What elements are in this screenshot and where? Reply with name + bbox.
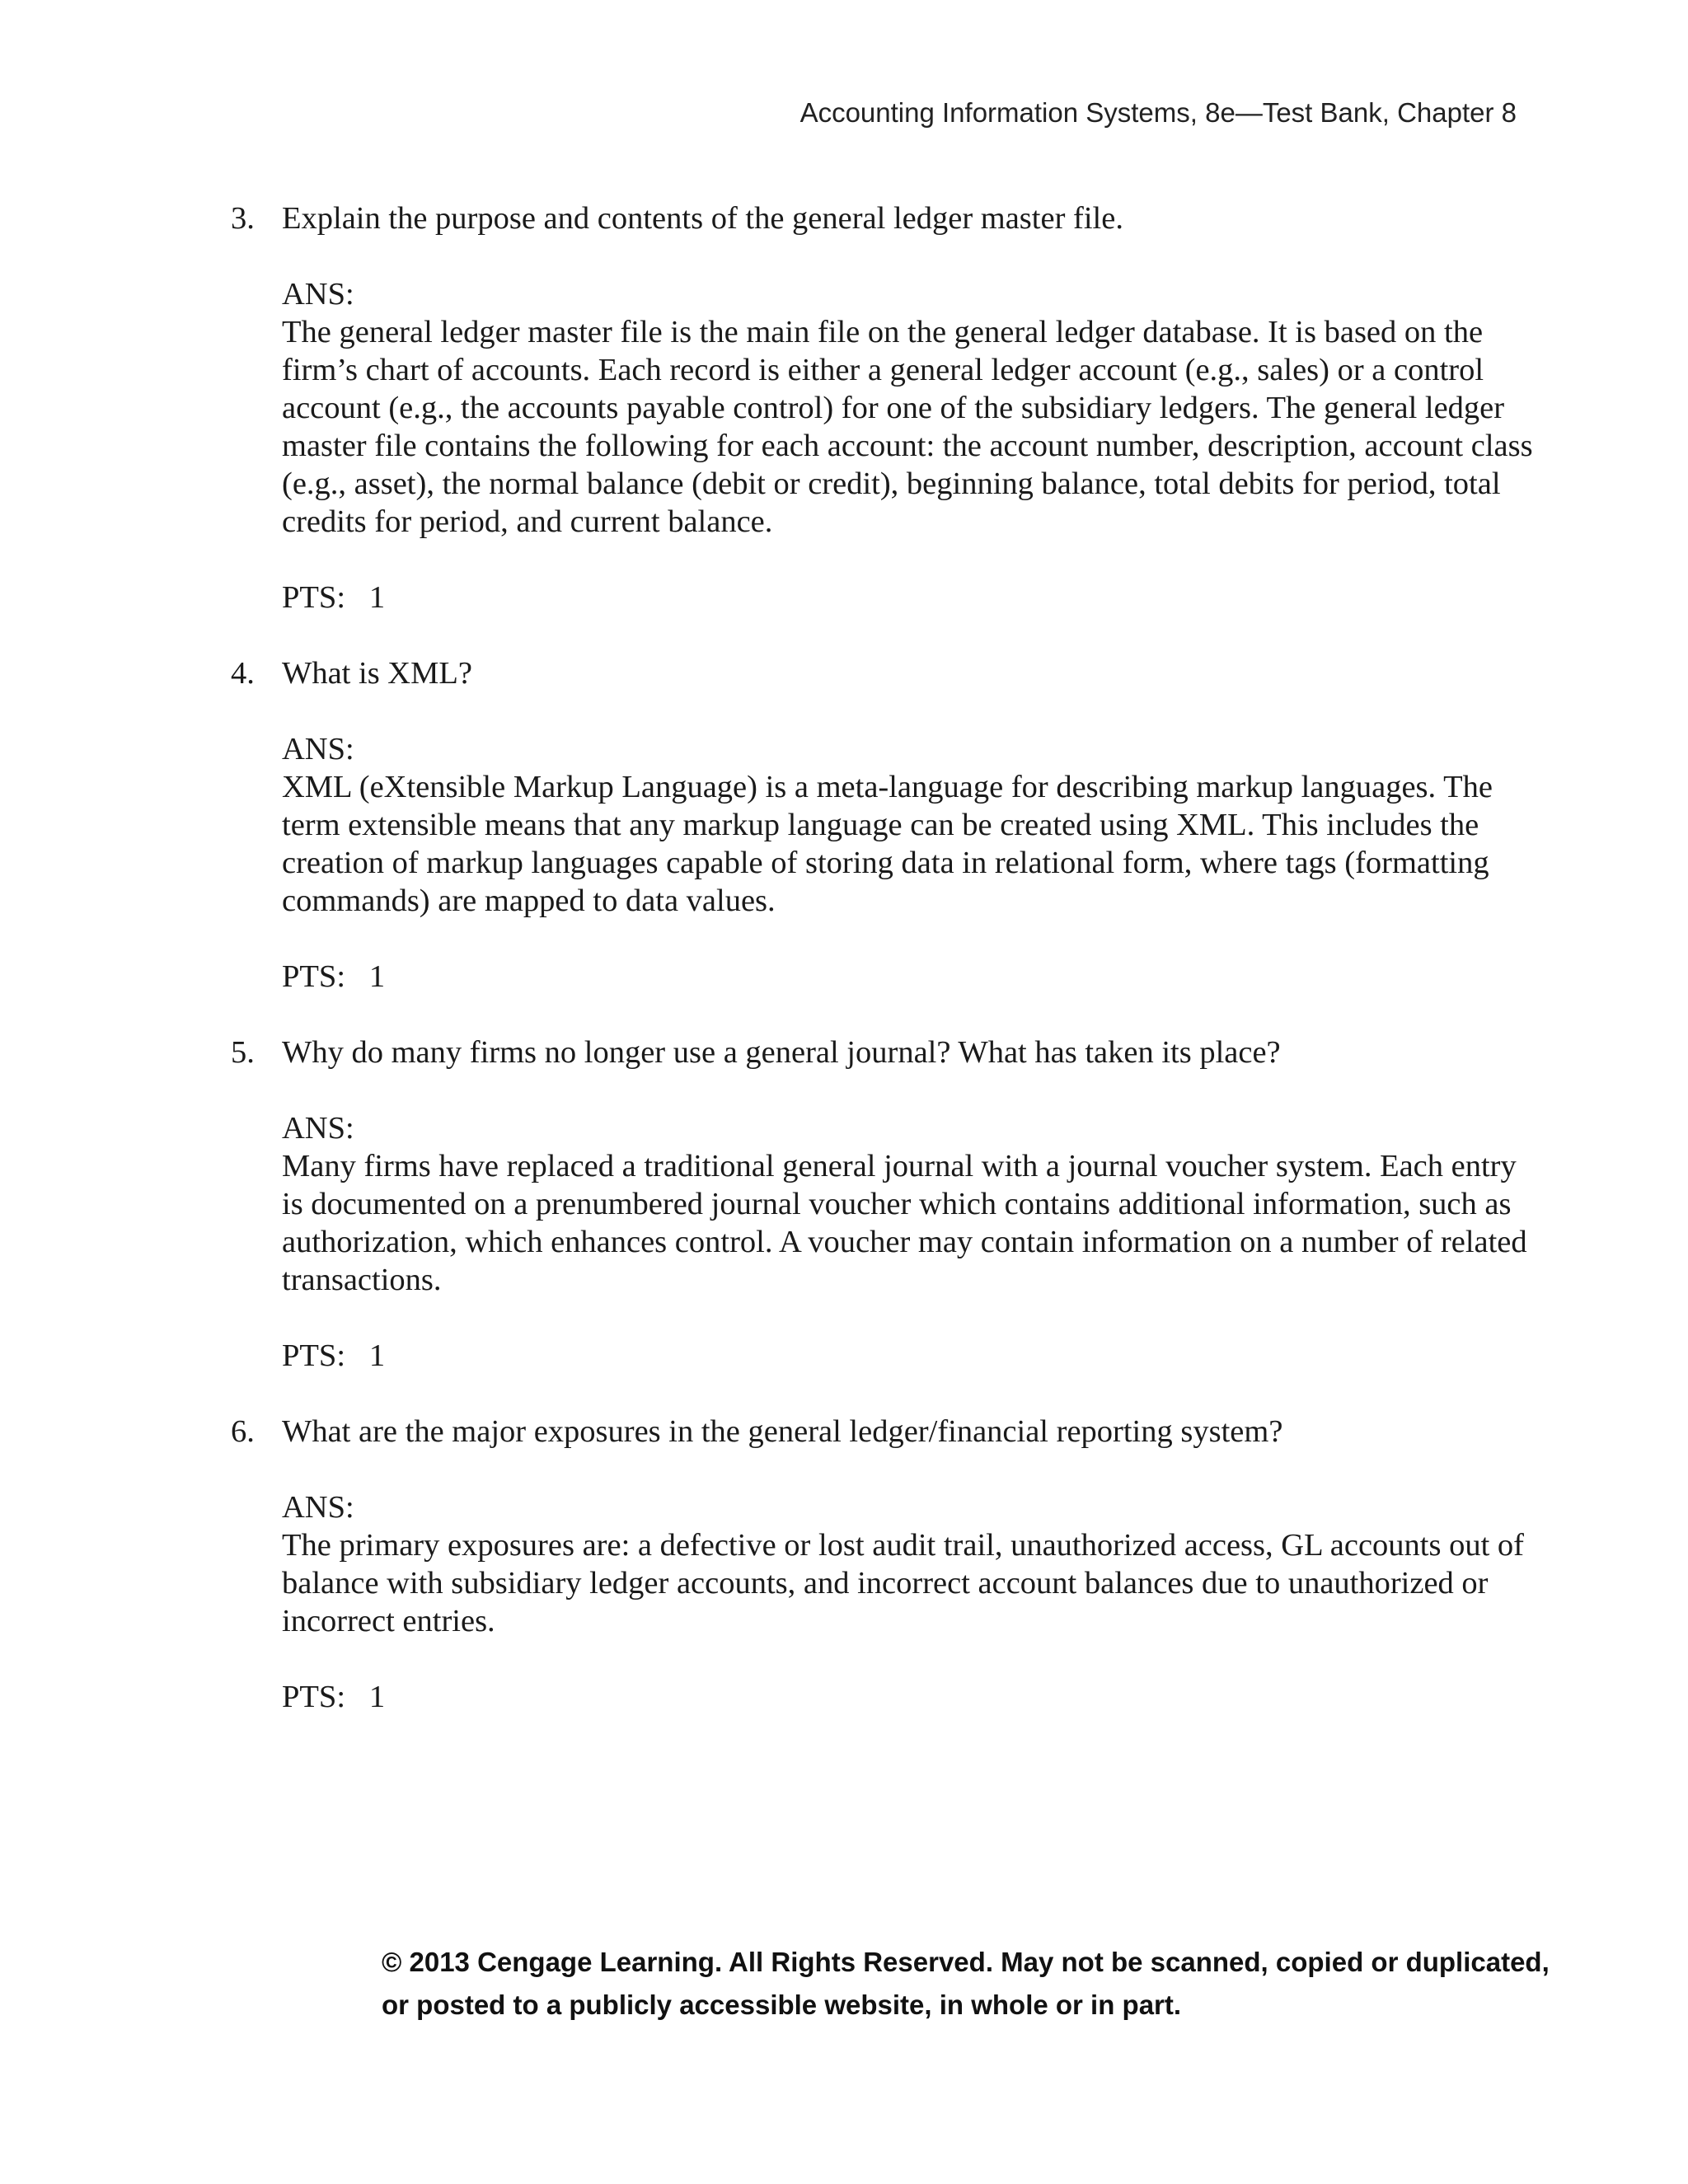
- question-body: [282, 1033, 1533, 1375]
- question-number: 6.: [231, 1414, 255, 1449]
- question-number: 4.: [231, 656, 255, 691]
- question-text: Why do many firms no longer use a general journal? What has taken its place?: [282, 1035, 1281, 1070]
- copyright-line-1: © 2013 Cengage Learning. All Rights Reserved. May not be scanned, copied or duplicated,: [382, 1947, 1550, 1977]
- question-text: What is XML?: [282, 656, 472, 691]
- answer-label: ANS:: [282, 1490, 354, 1525]
- answer-label: ANS:: [282, 1111, 354, 1146]
- copyright-footer: [382, 1941, 1552, 2027]
- answer-label: ANS:: [282, 732, 354, 766]
- points-label: PTS: 1: [282, 1338, 386, 1373]
- answer-text: The general ledger master file is the main file on the general ledger database. It is based on the firm’s chart of accounts. Each record is either a general ledger account (e.g., sales) or a control account (e.g., the accounts payable control) for one of the subsidiary ledgers. The general ledger master file contains the following for each account: the account number, description, account class (e.g., asset), the normal balance (debit or credit), beginning balance, total debits for period, total credits for period, and current balance.: [282, 315, 1533, 539]
- answer-text: The primary exposures are: a defective or lost audit trail, unauthorized access, GL accounts out of balance with subsidiary ledger accounts, and incorrect account balances due to unauthorized or incorrect entries.: [282, 1528, 1524, 1638]
- question-item-4: [231, 654, 1533, 996]
- answer-text: Many firms have replaced a traditional general journal with a journal voucher system. Each entry is documented on a prenumbered journal voucher which contains additional information, such as authorization, which enhances control. A voucher may contain information on a number of related transactions.: [282, 1149, 1527, 1297]
- question-item-3: [231, 199, 1533, 616]
- question-item-5: [231, 1033, 1533, 1375]
- running-header: Accounting Information Systems, 8e—Test Bank, Chapter 8: [799, 97, 1517, 128]
- question-item-6: [231, 1413, 1533, 1716]
- question-list: [231, 199, 1533, 1754]
- question-number: 5.: [231, 1035, 255, 1070]
- copyright-line-2: or posted to a publicly accessible website, in whole or in part.: [382, 1990, 1182, 2020]
- points-label: PTS: 1: [282, 580, 386, 615]
- points-label: PTS: 1: [282, 1680, 386, 1714]
- question-body: [282, 199, 1533, 616]
- question-number: 3.: [231, 201, 255, 236]
- question-text: What are the major exposures in the general ledger/financial reporting system?: [282, 1414, 1283, 1449]
- answer-text: XML (eXtensible Markup Language) is a meta-language for describing markup languages. The term extensible means that any markup language can be created using XML. This includes the creation of markup languages capable of storing data in relational form, where tags (formatting commands) are mapped to data values.: [282, 770, 1493, 918]
- question-text: Explain the purpose and contents of the general ledger master file.: [282, 201, 1123, 236]
- answer-label: ANS:: [282, 277, 354, 312]
- question-body: [282, 1413, 1533, 1716]
- question-body: [282, 654, 1533, 996]
- points-label: PTS: 1: [282, 959, 386, 994]
